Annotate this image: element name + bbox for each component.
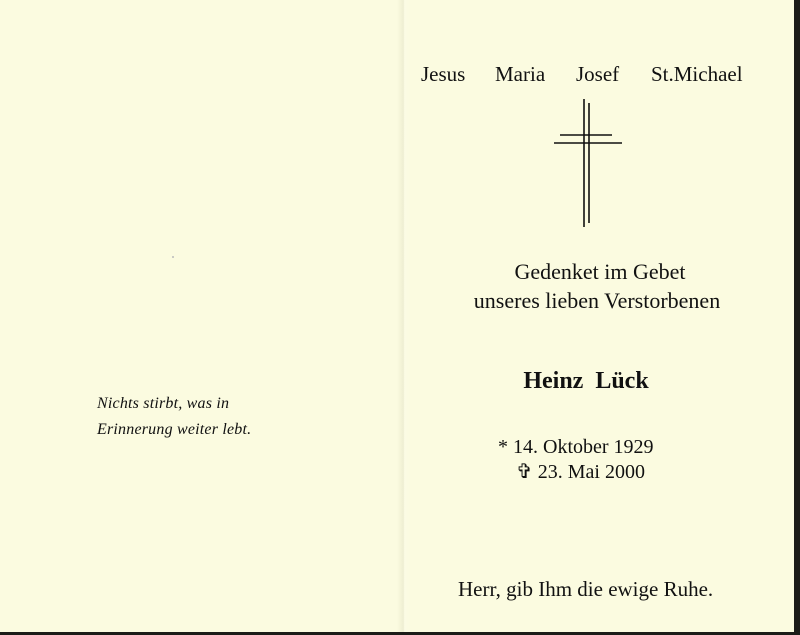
death-date: 23. Mai 2000: [537, 461, 645, 483]
cross-icon: [552, 97, 624, 229]
paper-speck: [172, 256, 174, 258]
quote-line-2: Erinnerung weiter lebt.: [97, 421, 252, 438]
birth-date: * 14. Oktober 1929: [498, 436, 654, 458]
saint-jesus: Jesus: [421, 62, 466, 86]
death-cross-icon: ✞: [516, 461, 533, 483]
rest-in-peace-line: Herr, gib Ihm die ewige Ruhe.: [458, 577, 714, 601]
saint-josef: Josef: [576, 62, 620, 86]
quote-line-1: Nichts stirbt, was in: [97, 395, 230, 412]
deceased-name: Heinz Lück: [523, 368, 649, 394]
prayer-line-2: unseres lieben Verstorbenen: [473, 288, 721, 313]
death-date-line: [516, 459, 645, 484]
card-fold: [397, 0, 411, 632]
prayer-line-1: Gedenket im Gebet: [514, 259, 686, 284]
saint-michael: St.Michael: [651, 62, 743, 86]
scan-edge-right: [794, 0, 800, 635]
saint-maria: Maria: [495, 62, 546, 86]
